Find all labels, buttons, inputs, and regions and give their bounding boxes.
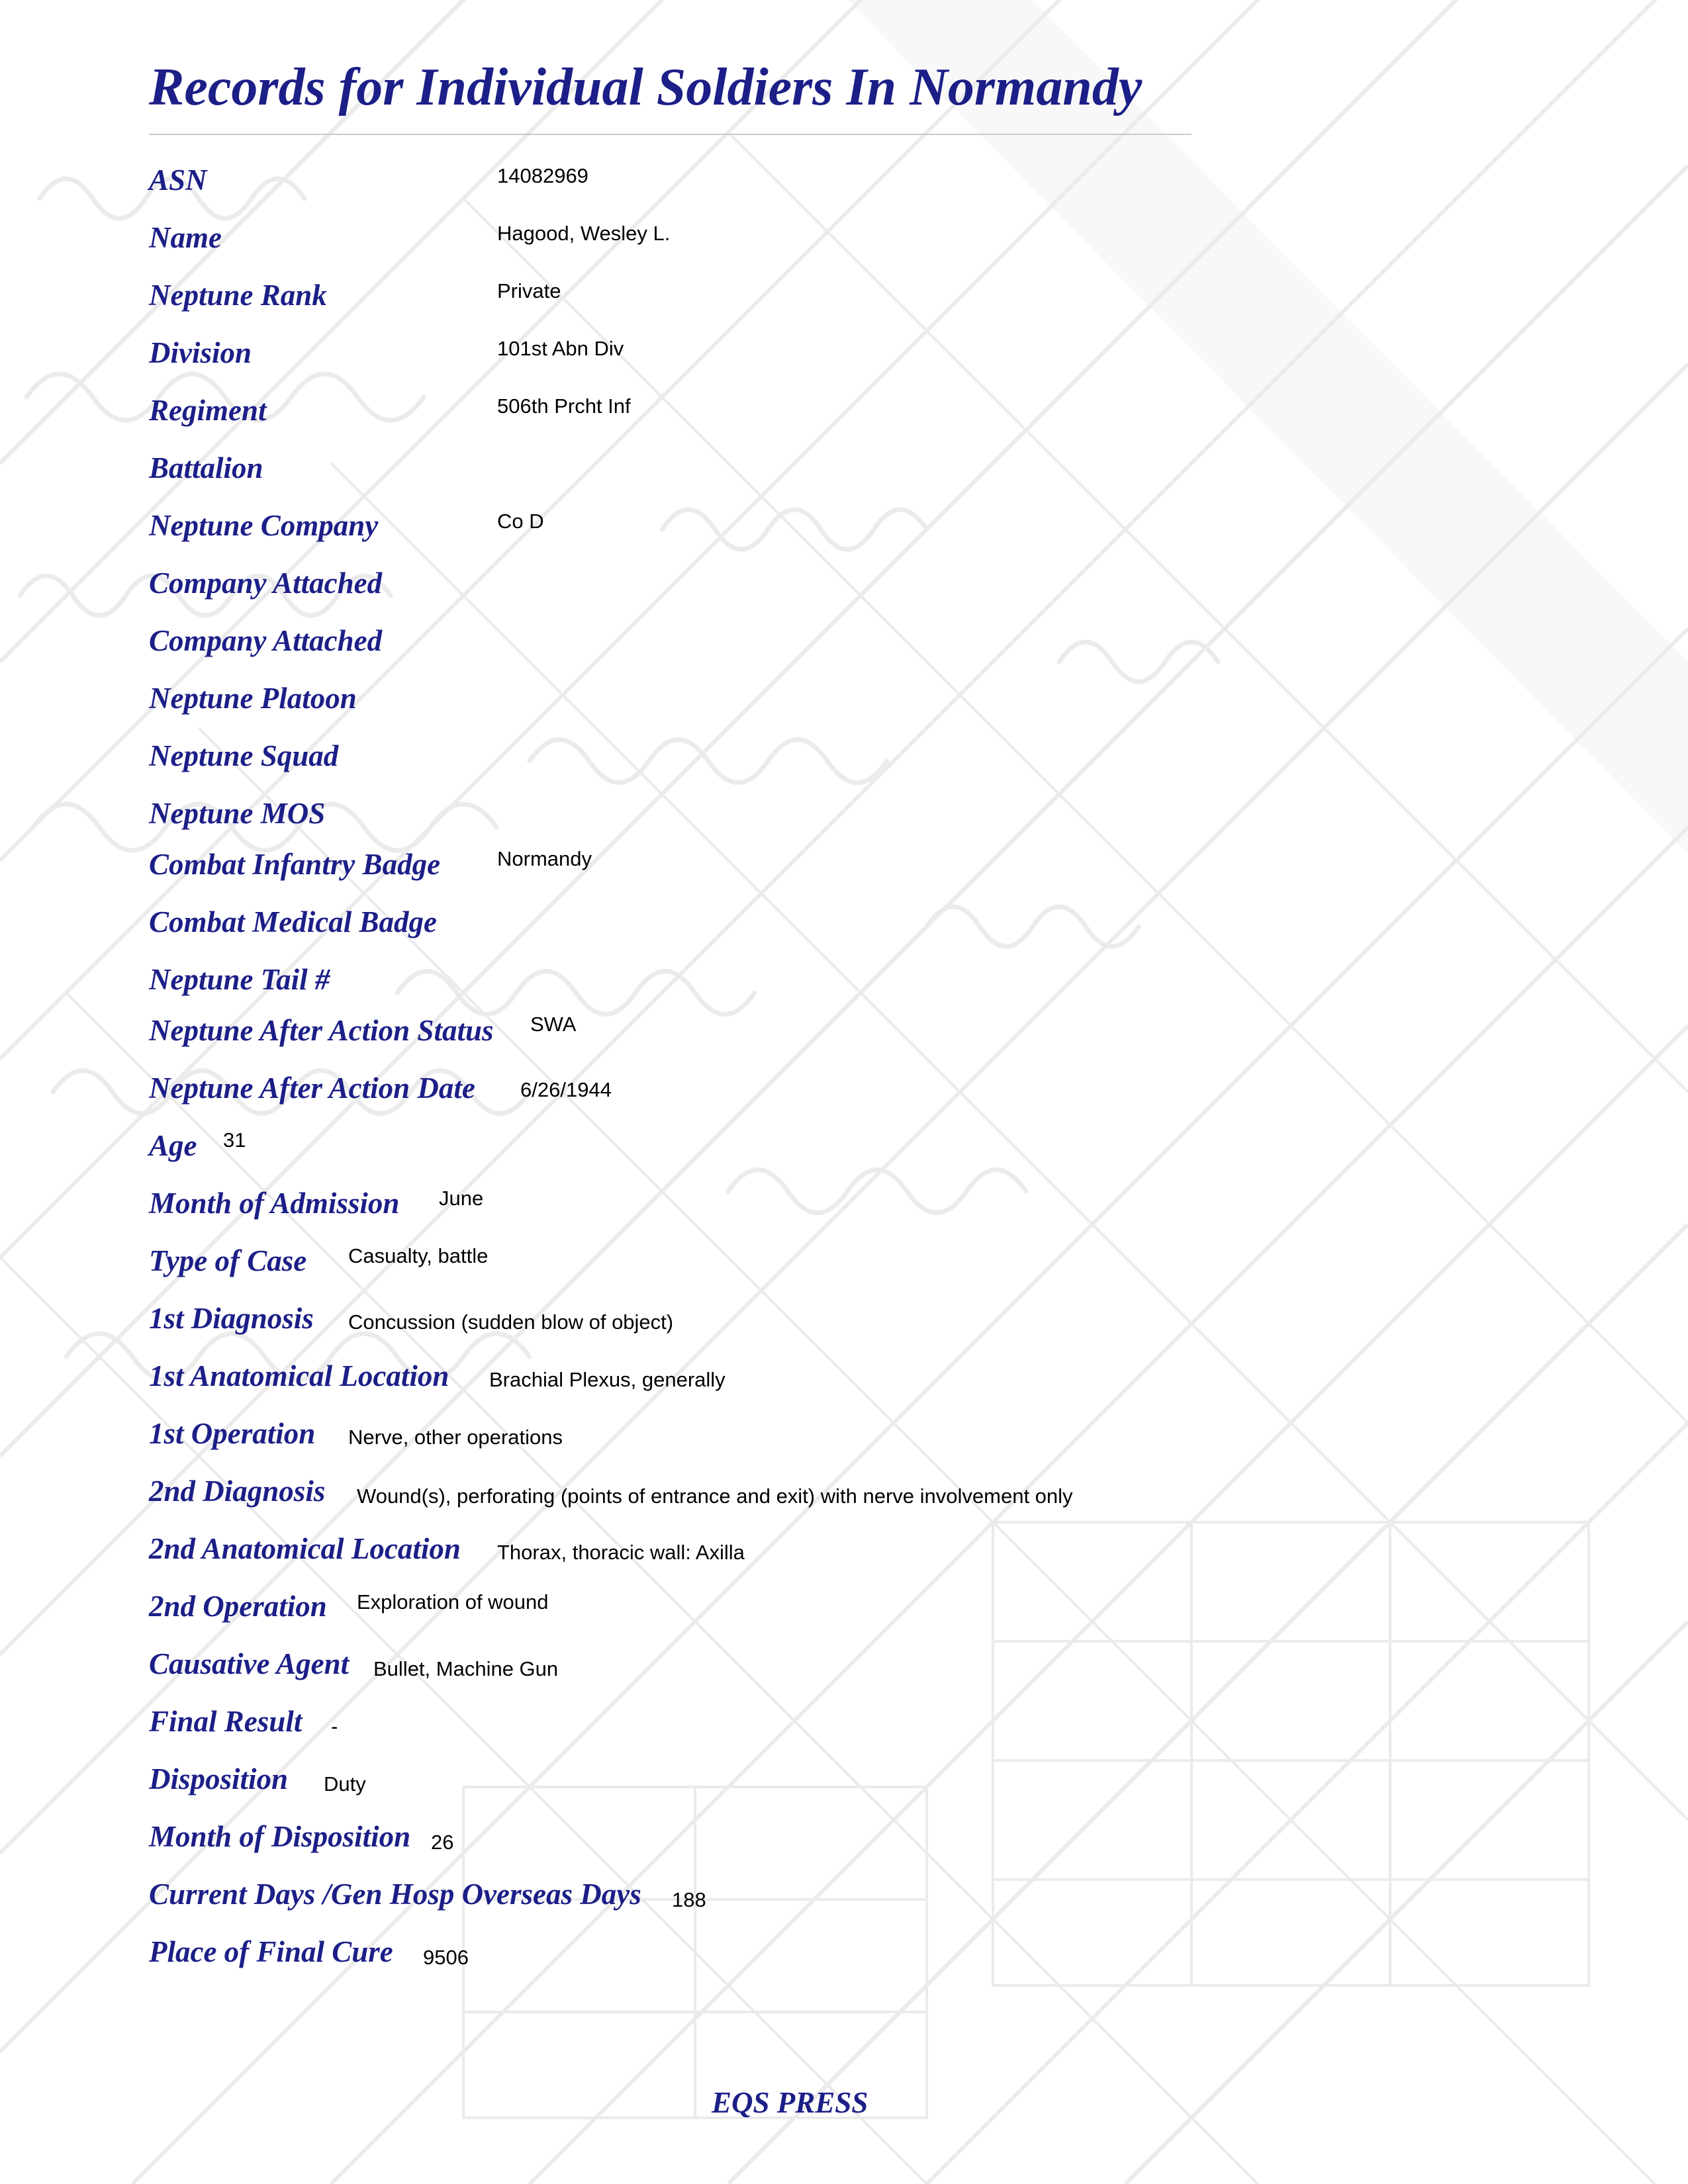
month-of-disposition-label: Month of Disposition <box>149 1820 411 1853</box>
disposition-label: Disposition <box>149 1762 289 1796</box>
after-action-date-value: 6/26/1944 <box>520 1078 612 1101</box>
company-attached-label: Company Attached <box>149 567 383 600</box>
final-result-value: - <box>331 1715 338 1738</box>
neptune-tail-label: Neptune Tail # <box>149 963 330 996</box>
page-title: Records for Individual Soldiers In Normandy <box>149 58 1143 116</box>
causative-agent-value: Bullet, Machine Gun <box>373 1657 559 1680</box>
neptune-company-value: Co D <box>497 510 544 533</box>
neptune-squad-label: Neptune Squad <box>149 739 339 772</box>
after-action-status-value: SWA <box>530 1013 577 1036</box>
neptune-platoon-label: Neptune Platoon <box>149 682 357 715</box>
operation-1-label: 1st Operation <box>149 1417 316 1450</box>
diagnosis-1-label: 1st Diagnosis <box>149 1302 314 1335</box>
after-action-status-label: Neptune After Action Status <box>149 1014 494 1047</box>
diagnosis-1-value: Concussion (sudden blow of object) <box>348 1310 674 1334</box>
company-attached-label-2: Company Attached <box>149 624 383 657</box>
month-of-admission-value: June <box>439 1187 484 1210</box>
regiment-label: Regiment <box>149 394 267 427</box>
type-of-case-label: Type of Case <box>149 1244 307 1277</box>
battalion-label: Battalion <box>149 451 263 484</box>
operation-2-label: 2nd Operation <box>149 1590 327 1623</box>
combat-medical-badge-label: Combat Medical Badge <box>149 905 437 938</box>
hosp-overseas-days-label: Current Days /Gen Hosp Overseas Days <box>149 1878 641 1911</box>
anatomical-location-2-value: Thorax, thoracic wall: Axilla <box>497 1541 745 1564</box>
name-value: Hagood, Wesley L. <box>497 222 671 245</box>
name-label: Name <box>149 221 222 254</box>
age-label: Age <box>149 1129 197 1162</box>
diagnosis-2-value: Wound(s), perforating (points of entrance and exit) with nerve involvement only <box>357 1484 1073 1508</box>
disposition-value: Duty <box>324 1772 366 1796</box>
diagnosis-2-label: 2nd Diagnosis <box>149 1475 326 1508</box>
causative-agent-label: Causative Agent <box>149 1647 350 1680</box>
anatomical-location-2-label: 2nd Anatomical Location <box>149 1532 461 1565</box>
neptune-rank-label: Neptune Rank <box>149 279 327 312</box>
anatomical-location-1-value: Brachial Plexus, generally <box>489 1368 726 1391</box>
neptune-company-label: Neptune Company <box>149 509 379 542</box>
division-label: Division <box>149 336 252 369</box>
age-value: 31 <box>223 1128 246 1152</box>
title-divider <box>149 134 1192 135</box>
publisher-footer: EQS PRESS <box>712 2086 868 2119</box>
operation-1-value: Nerve, other operations <box>348 1426 563 1449</box>
asn-label: ASN <box>149 163 207 197</box>
month-of-admission-label: Month of Admission <box>149 1187 400 1220</box>
place-of-final-cure-label: Place of Final Cure <box>149 1935 393 1968</box>
asn-value: 14082969 <box>497 164 588 187</box>
anatomical-location-1-label: 1st Anatomical Location <box>149 1359 449 1392</box>
combat-infantry-badge-value: Normandy <box>497 847 592 870</box>
regiment-value: 506th Prcht Inf <box>497 394 631 418</box>
combat-infantry-badge-label: Combat Infantry Badge <box>149 848 441 881</box>
month-of-disposition-value: 26 <box>431 1831 454 1854</box>
type-of-case-value: Casualty, battle <box>348 1244 489 1267</box>
division-value: 101st Abn Div <box>497 337 624 360</box>
after-action-date-label: Neptune After Action Date <box>149 1071 475 1105</box>
operation-2-value: Exploration of wound <box>357 1590 549 1614</box>
hosp-overseas-days-value: 188 <box>672 1888 706 1911</box>
neptune-mos-label: Neptune MOS <box>149 797 326 830</box>
final-result-label: Final Result <box>149 1705 303 1738</box>
place-of-final-cure-value: 9506 <box>423 1946 469 1969</box>
neptune-rank-value: Private <box>497 279 561 302</box>
